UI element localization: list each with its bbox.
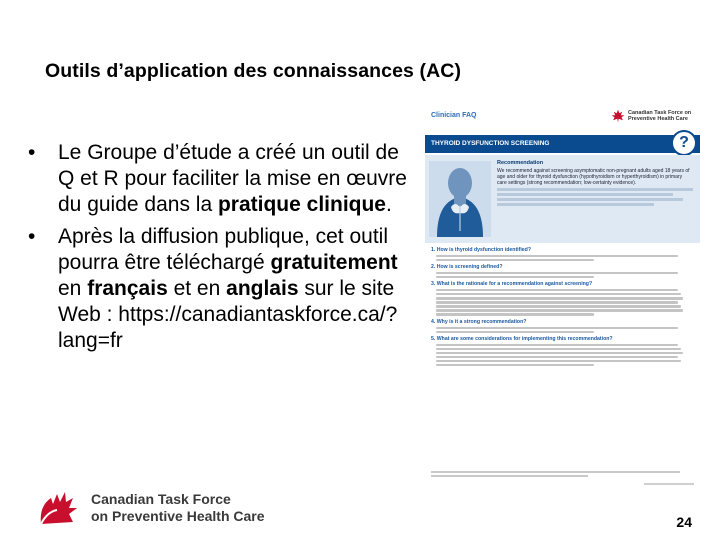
faq-text-line — [436, 255, 678, 257]
bullet-list — [28, 140, 413, 360]
faq-text-line — [436, 289, 678, 291]
faq-banner — [425, 135, 700, 153]
faq-text-line — [436, 352, 683, 354]
faq-text-line — [436, 348, 681, 350]
question-icon: ? — [671, 130, 697, 156]
faq-document-thumbnail — [425, 107, 700, 487]
faq-logo — [611, 109, 698, 123]
faq-footnote — [431, 469, 693, 479]
faq-text-line — [436, 305, 681, 307]
maple-leaf-icon — [611, 109, 625, 123]
bullet-item — [28, 224, 413, 354]
bullet-text: Le Groupe d’étude a créé un outil de Q et R pour faciliter la mise en œuvre du guide dans la pratique clinique. — [58, 141, 407, 216]
faq-text-line — [436, 327, 678, 329]
faq-text-line — [436, 309, 683, 311]
faq-question: 3. What is the rationale for a recommendation against screening? — [431, 281, 593, 288]
faq-text-line — [436, 331, 594, 333]
faq-text-line — [436, 293, 681, 295]
bullet-text: Après la diffusion publique, cet outil pourra être téléchargé gratuitement en français et en anglais sur le site Web : https://canadiantaskforce.ca/?lang=fr — [58, 225, 398, 352]
faq-banner-text: THYROID DYSFUNCTION SCREENING — [431, 140, 550, 147]
faq-copyright — [644, 483, 694, 485]
faq-sections — [431, 247, 694, 366]
footer-logo-line2: on Preventive Health Care — [91, 508, 265, 524]
faq-text-line — [436, 356, 678, 358]
faq-text-line — [436, 297, 683, 299]
faq-rec-text: We recommend against screening asymptomatic non-pregnant adults aged 18 years of age and older for thyroid dysfunction (hypothyroidism or hyperthyroidism) in primary care settings (strong recommendation; low-certainty evidence). — [497, 168, 690, 186]
faq-question: 2. How is screening defined? — [431, 264, 503, 271]
footer-logo — [35, 488, 265, 528]
faq-logo-text: Canadian Task Force on Preventive Health Care — [628, 109, 692, 122]
faq-text-line — [436, 301, 678, 303]
faq-question: 1. How is thyroid dysfunction identified? — [431, 247, 532, 253]
faq-text-line — [436, 364, 594, 366]
faq-rec-title: Recommendation — [497, 160, 544, 166]
faq-text-line — [436, 360, 681, 362]
bullet-dot: • — [28, 225, 36, 248]
website-link[interactable]: sur le site Web : https://canadiantaskforce.ca/?lang=fr — [58, 277, 398, 352]
faq-question: 4. Why is it a strong recommendation? — [431, 318, 527, 325]
slide-title: Outils d’application des connaissances (AC) — [45, 60, 462, 82]
footer-logo-text — [91, 491, 265, 525]
bullet-dot: • — [28, 141, 36, 164]
footer-logo-line1: Canadian Task Force — [91, 491, 231, 507]
faq-text-line — [436, 276, 594, 278]
faq-question: 5. What are some considerations for implementing this recommendation? — [431, 336, 613, 343]
maple-leaf-logo-icon — [35, 488, 83, 528]
faq-recommendation-box — [425, 155, 700, 243]
faq-text-line — [436, 259, 594, 261]
faq-text-line — [436, 313, 594, 315]
faq-label: Clinician FAQ — [431, 112, 477, 119]
page-number: 24 — [676, 514, 692, 530]
thyroid-illustration-icon — [429, 161, 491, 237]
bullet-item — [28, 140, 413, 218]
faq-text-line — [436, 272, 678, 274]
faq-text-line — [436, 344, 678, 346]
